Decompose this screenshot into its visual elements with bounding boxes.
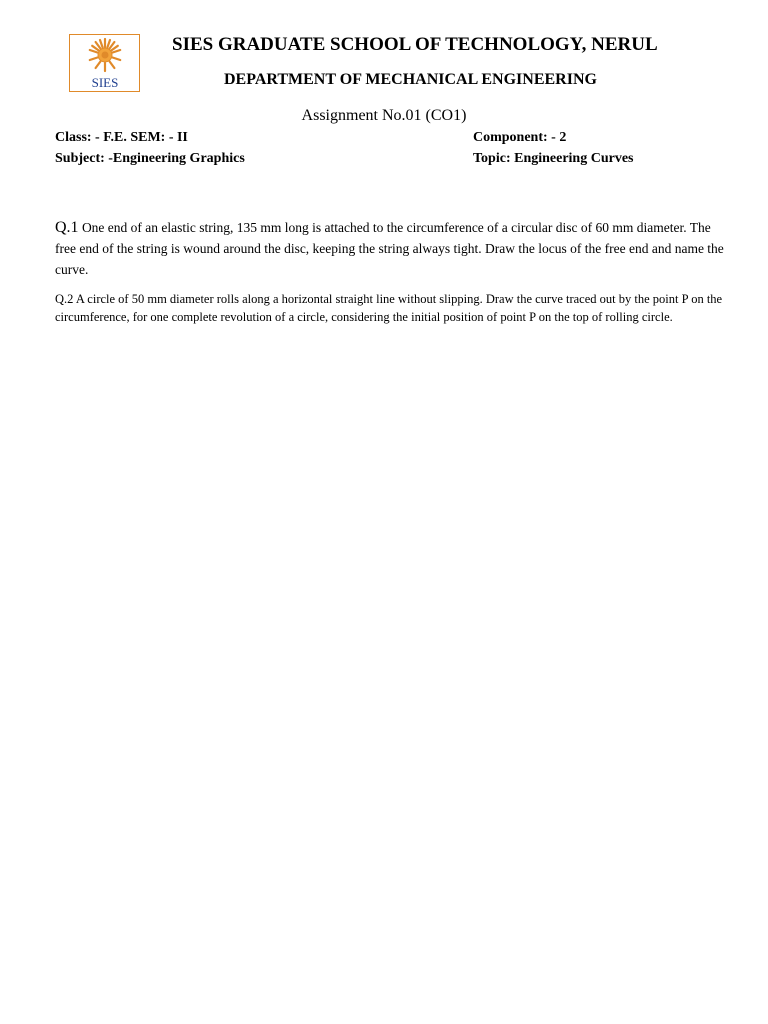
logo-text: SIES	[91, 75, 119, 90]
question-2-text: A circle of 50 mm diameter rolls along a horizontal straight line without slipping. Draw the curve traced out by the point P on the circumference, for one complete revolution of a circle, considering the initial position of point P on the top of rolling circle.	[55, 292, 723, 324]
class-sem-label: Class: - F.E. SEM: - II	[55, 130, 188, 145]
school-name: SIES GRADUATE SCHOOL OF TECHNOLOGY, NERUL	[172, 34, 658, 55]
component-label: Component: - 2	[473, 130, 567, 145]
topic-label: Topic: Engineering Curves	[473, 151, 634, 166]
subject-label: Subject: -Engineering Graphics	[55, 151, 245, 166]
question-1	[55, 217, 725, 280]
question-1-number: Q.1	[55, 219, 79, 236]
assignment-title: Assignment No.01 (CO1)	[301, 107, 467, 124]
department-title: DEPARTMENT OF MECHANICAL ENGINEERING	[224, 71, 597, 88]
sies-logo	[69, 34, 140, 92]
question-2	[55, 290, 725, 326]
question-2-number: Q.2	[55, 292, 74, 306]
sun-emblem-icon	[70, 35, 139, 91]
question-1-text: One end of an elastic string, 135 mm long is attached to the circumference of a circular disc of 60 mm diameter. The free end of the string is wound around the disc, keeping the string always tight. Draw the locus of the free end and name the curve.	[55, 220, 724, 277]
